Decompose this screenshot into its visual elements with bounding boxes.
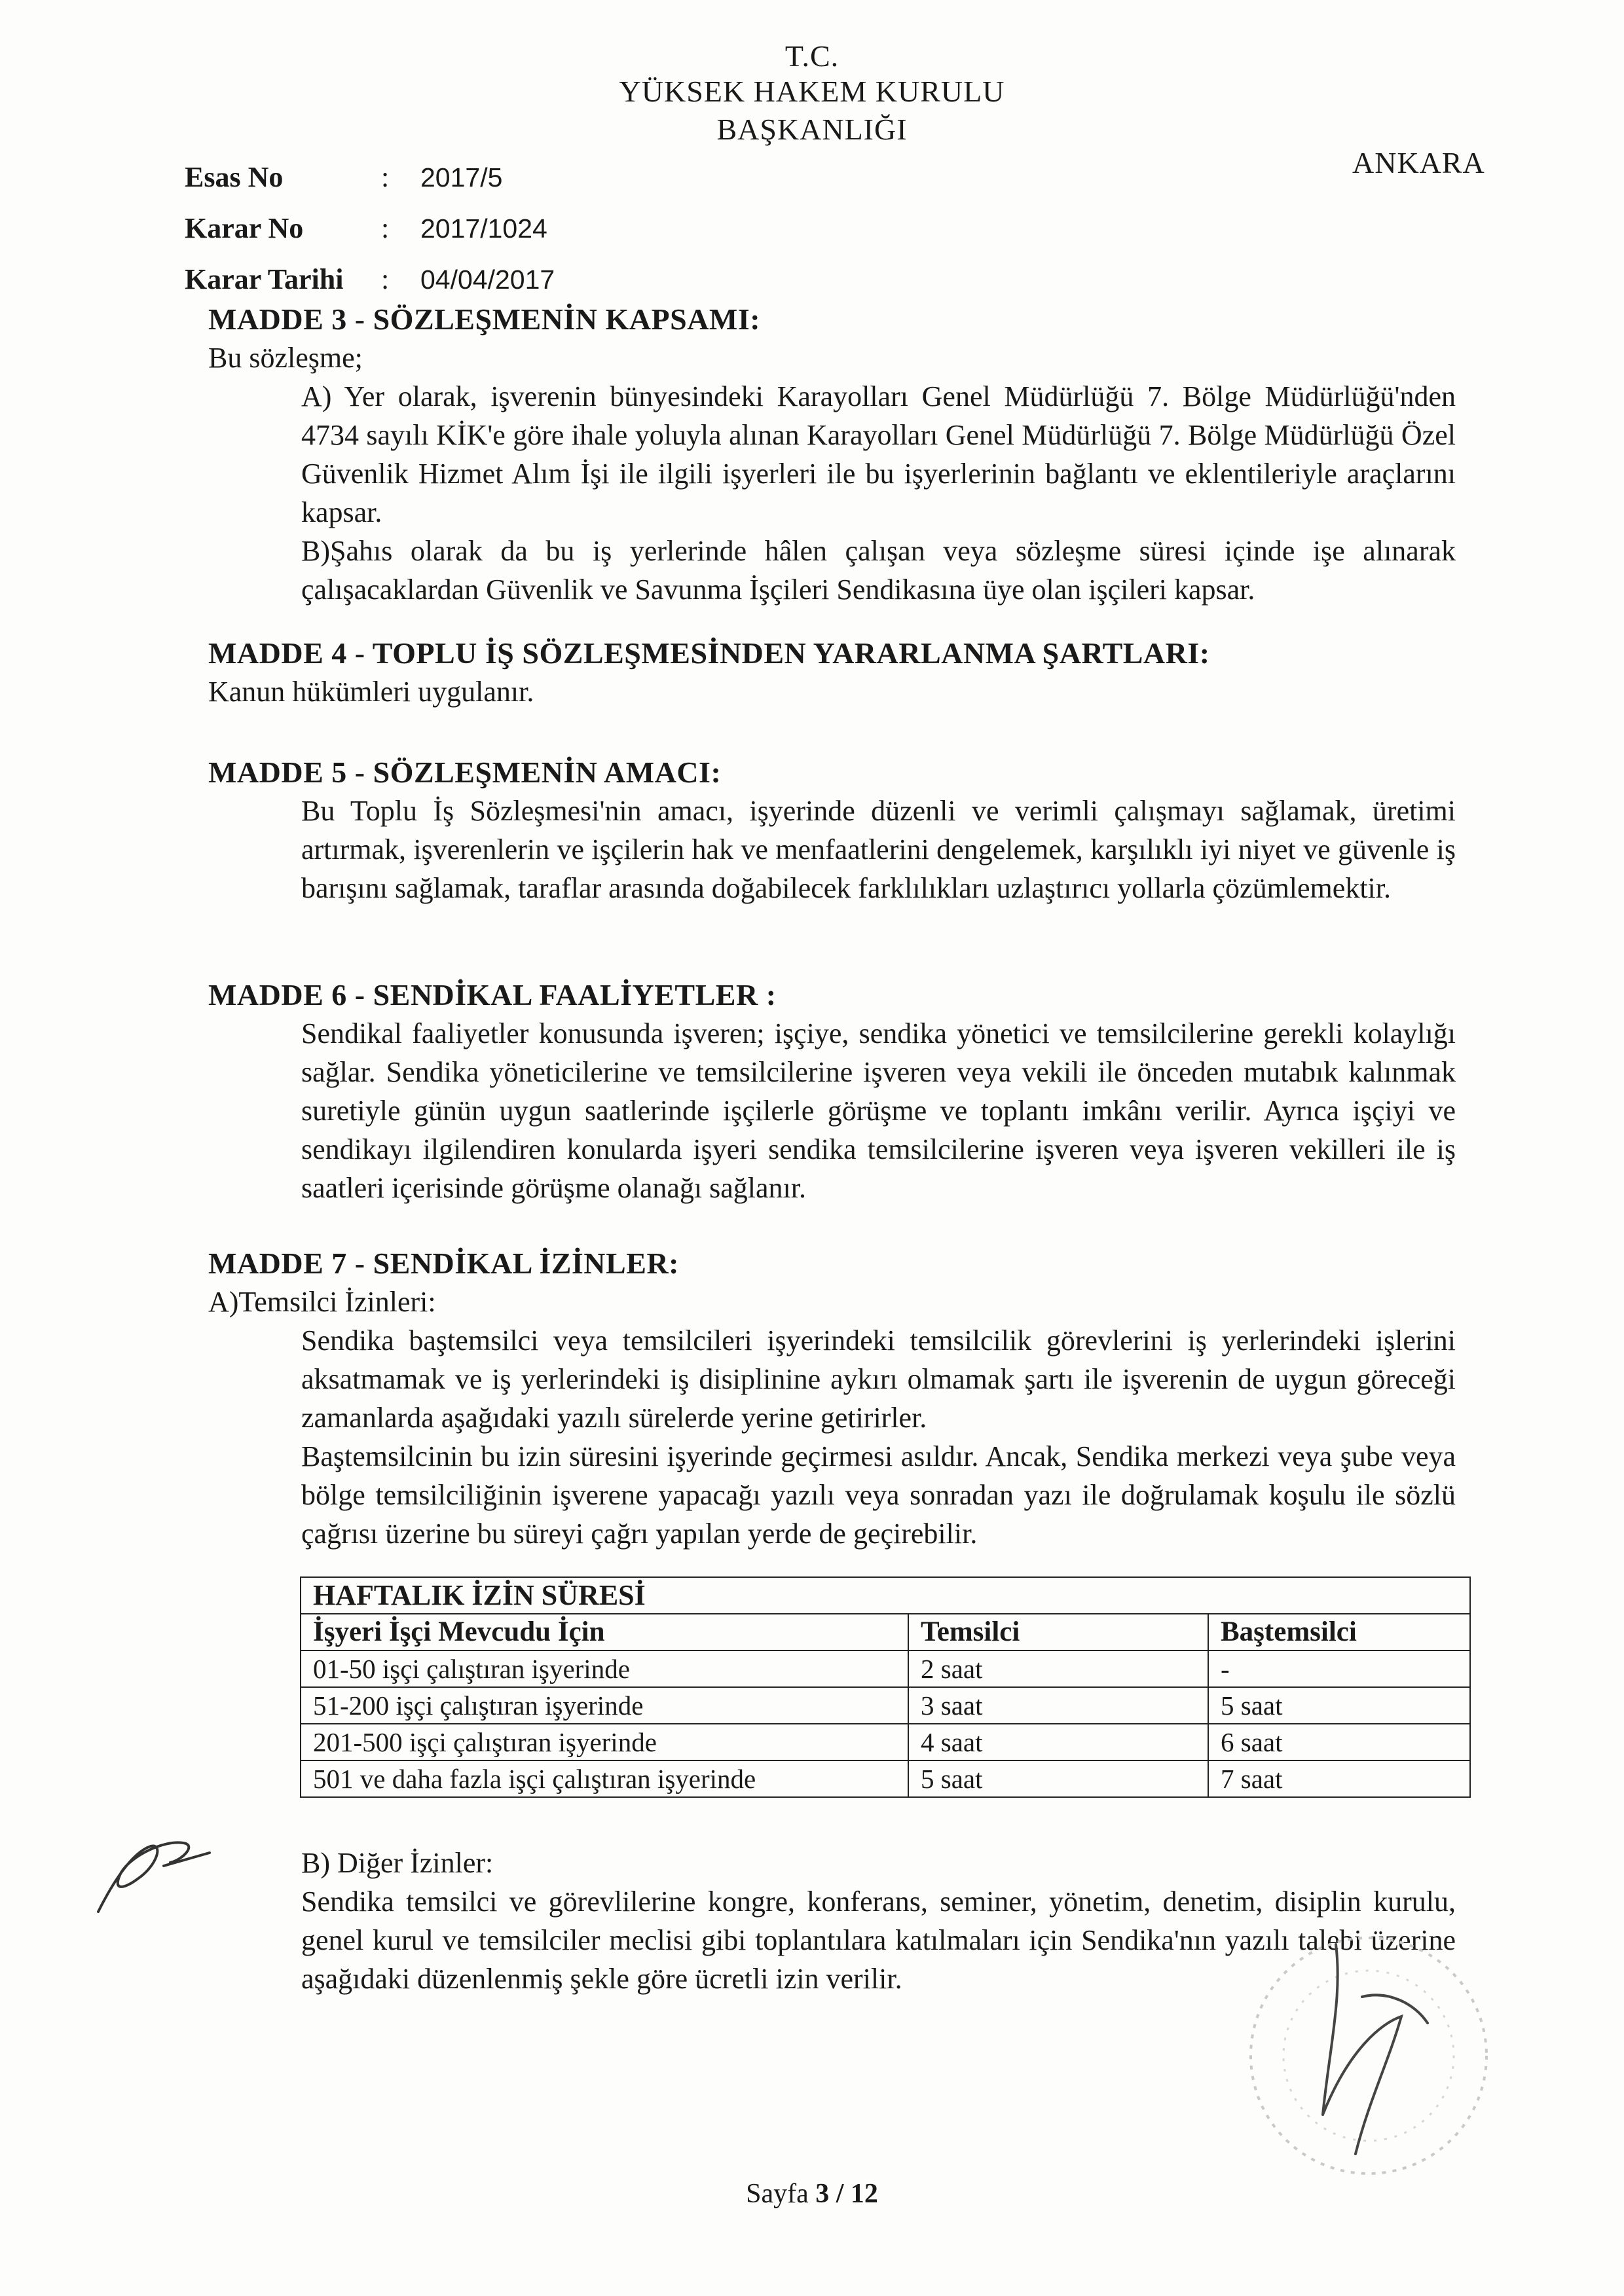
section-madde-4 xyxy=(208,634,1456,711)
section-heading: MADDE 7 - SENDİKAL İZİNLER: xyxy=(208,1247,679,1280)
paragraph: Sendikal faaliyetler konusunda işveren; işçiye, sendika yönetici ve temsilcilerine gerekli kolaylığı sağlar. Sendika yöneticilerine ve temsilcilerine işveren veya vekili ile önceden mutabık kalınmak suretiyle günün uygun saatlerinde işçilerle görüşme ve toplantı imkânı verilir. Ayrıca işçiyi ve sendikayı ilgilendiren konularda işyeri sendika temsilcilerine işveren veya işveren vekilleri ile iş saatleri içerisinde görüşme olanağı sağlanır. xyxy=(301,1017,1456,1204)
section-madde-3 xyxy=(208,300,1456,609)
subheading-b: B) Diğer İzinler: xyxy=(301,1847,494,1879)
table-cell: 5 saat xyxy=(908,1760,1208,1797)
paragraph: Baştemsilcinin bu izin süresini işyerinde geçirmesi asıldır. Ancak, Sendika merkezi veya şube veya bölge temsilciliğinin işverene yapacağı yazılı veya sonradan yazı ile doğrulamak koşulu ile sözlü çağrısı üzerine bu süreyi çağrı yapılan yerde de geçirebilir. xyxy=(301,1440,1456,1550)
table-cell: 6 saat xyxy=(1208,1724,1470,1760)
handwritten-initials-icon xyxy=(85,1827,216,1925)
meta-value: 2017/1024 xyxy=(420,213,547,244)
meta-row-karar-tarihi xyxy=(185,254,555,305)
table-cell: 7 saat xyxy=(1208,1760,1470,1797)
table-title: HAFTALIK İZİN SÜRESİ xyxy=(301,1577,1470,1614)
section-heading: MADDE 6 - SENDİKAL FAALİYETLER : xyxy=(208,978,777,1011)
section-madde-5 xyxy=(208,753,1456,907)
table-cell: 51-200 işçi çalıştıran işyerinde xyxy=(301,1687,908,1724)
footer-total-pages: 12 xyxy=(850,2179,878,2209)
table-header: Baştemsilci xyxy=(1208,1614,1470,1650)
footer-label: Sayfa xyxy=(746,2179,809,2209)
paragraph-scope-a: A) Yer olarak, işverenin bünyesindeki Karayolları Genel Müdürlüğü 7. Bölge Müdürlüğü'nden 4734 sayılı KİK'e göre ihale yoluyla alınan Karayolları Genel Müdürlüğü 7. Bölge Müdürlüğü Özel Güvenlik Hizmet Alım İşi ile ilgili işyerleri ile bu işyerlerinin bağlantı ve eklentileriyle araçlarını kapsar. xyxy=(301,380,1456,528)
page-footer xyxy=(0,2178,1624,2210)
table-row xyxy=(301,1687,1470,1724)
table-cell: 01-50 işçi çalıştıran işyerinde xyxy=(301,1650,908,1687)
paragraph: Kanun hükümleri uygulanır. xyxy=(208,676,534,708)
meta-label: Esas No xyxy=(185,161,284,193)
section-heading: MADDE 3 - SÖZLEŞMENİN KAPSAMI: xyxy=(208,302,761,336)
footer-separator: / xyxy=(836,2179,844,2209)
table-header: İşyeri İşçi Mevcudu İçin xyxy=(301,1614,908,1650)
table-cell: 2 saat xyxy=(908,1650,1208,1687)
table-cell: 3 saat xyxy=(908,1687,1208,1724)
meta-label: Karar Tarihi xyxy=(185,263,344,295)
table-cell: 501 ve daha fazla işçi çalıştıran işyerinde xyxy=(301,1760,908,1797)
header-line-tc: T.C. xyxy=(784,39,840,73)
table-row xyxy=(301,1760,1470,1797)
section-intro: Bu sözleşme; xyxy=(208,342,363,374)
section-madde-7 xyxy=(208,1244,1456,1553)
meta-separator: : xyxy=(381,161,390,193)
subheading-a: A)Temsilci İzinleri: xyxy=(208,1286,436,1318)
paragraph-scope-b: B)Şahıs olarak da bu iş yerlerinde hâlen çalışan veya sözleşme süresi içinde işe alınarak çalışacaklardan Güvenlik ve Savunma İşçileri Sendikasına üye olan işçileri kapsar. xyxy=(301,535,1456,606)
weekly-leave-table xyxy=(300,1576,1471,1798)
table-cell: 4 saat xyxy=(908,1724,1208,1760)
section-heading: MADDE 4 - TOPLU İŞ SÖZLEŞMESİNDEN YARARLANMA ŞARTLARI: xyxy=(208,636,1210,670)
meta-separator: : xyxy=(381,263,390,295)
meta-separator: : xyxy=(381,212,390,244)
meta-value: 04/04/2017 xyxy=(420,264,555,295)
table-cell: 201-500 işçi çalıştıran işyerinde xyxy=(301,1724,908,1760)
paragraph: Sendika baştemsilci veya temsilcileri işyerindeki temsilcilik görevlerini iş yerlerindeki işlerini aksatmamak ve iş yerlerindeki iş disiplinine aykırı olmamak şartı ile işverenin de uygun göreceği zamanlarda aşağıdaki yazılı sürelerde yerine getirirler. xyxy=(301,1324,1456,1434)
footer-current-page: 3 xyxy=(815,2179,830,2209)
table-header: Temsilci xyxy=(908,1614,1208,1650)
header-line-institution: YÜKSEK HAKEM KURULU xyxy=(619,75,1005,108)
header-line-presidency: BAŞKANLIĞI xyxy=(716,113,908,146)
official-stamp-icon xyxy=(1231,1918,1506,2193)
section-madde-6 xyxy=(208,975,1456,1207)
meta-row-karar-no xyxy=(185,203,555,254)
table-row xyxy=(301,1724,1470,1760)
header-city: ANKARA xyxy=(1352,146,1485,179)
paragraph: Bu Toplu İş Sözleşmesi'nin amacı, işyerinde düzenli ve verimli çalışmayı sağlamak, üretimi artırmak, işverenlerin ve işçilerin hak ve menfaatlerini dengelemek, karşılıklı iyi niyet ve güvenle iş barışını sağlamak, taraflar arasında doğabilecek farklılıkları uzlaştırıcı yollarla çözümlemektir. xyxy=(301,795,1456,904)
section-heading: MADDE 5 - SÖZLEŞMENİN AMACI: xyxy=(208,756,722,789)
case-metadata xyxy=(185,152,555,305)
table-cell: 5 saat xyxy=(1208,1687,1470,1724)
table-cell: - xyxy=(1208,1650,1470,1687)
meta-value: 2017/5 xyxy=(420,162,503,192)
table-title-row xyxy=(301,1577,1470,1614)
table-row xyxy=(301,1650,1470,1687)
paragraph: Sendika temsilci ve görevlilerine kongre, konferans, seminer, yönetim, denetim, disiplin kurulu, genel kurul ve temsilciler meclisi gibi toplantılara katılmaları için Sendika'nın yazılı talebi üzerine aşağıdaki düzenlenmiş şekle göre ücretli izin verilir. xyxy=(301,1886,1456,1995)
meta-label: Karar No xyxy=(185,212,304,244)
table-header-row xyxy=(301,1614,1470,1650)
meta-row-esas xyxy=(185,152,555,203)
